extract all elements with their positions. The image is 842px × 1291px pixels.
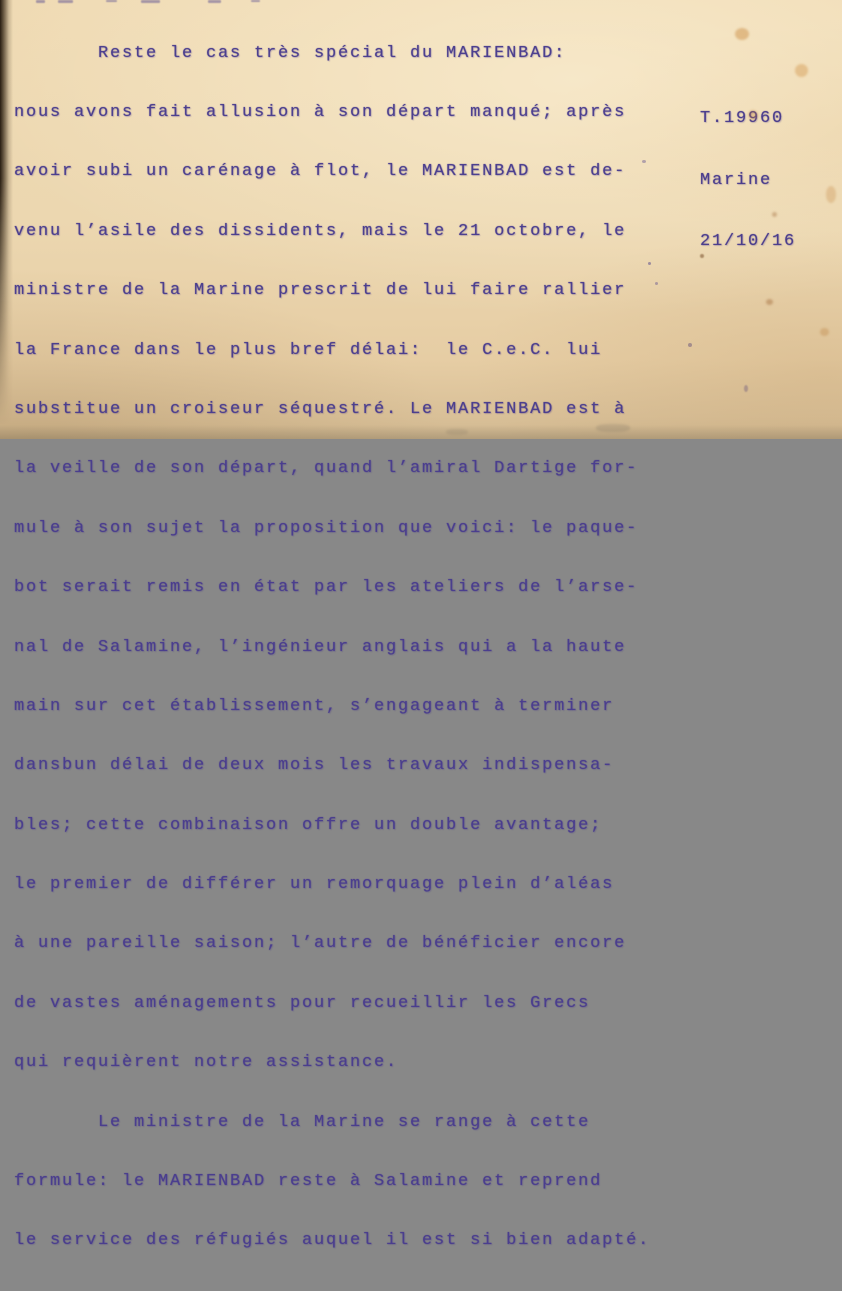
cut-off-text-fragment (251, 0, 260, 2)
typewritten-line: dansbun délai de deux mois les travaux indispensa- (14, 756, 615, 776)
scan-edge-shadow (0, 0, 13, 425)
cut-off-text-fragment (141, 0, 160, 3)
typewritten-line: main sur cet établissement, s’engageant à terminer (14, 696, 615, 716)
typewritten-line: le service des réfugiés auquel il est si bien adapté. (14, 1231, 651, 1251)
typewritten-line: ministre de la Marine prescrit de lui faire rallier (14, 281, 627, 301)
ink-speckle (642, 160, 646, 163)
paper-stain (748, 110, 758, 120)
scan-bottom-shade (0, 425, 842, 439)
margin-note-reference: T.19960 (700, 109, 785, 128)
typewritten-line: formule: le MARIENBAD reste à Salamine et reprend (14, 1172, 603, 1192)
typewritten-line: à une pareille saison; l’autre de bénéficier encore (14, 934, 627, 954)
typewritten-line: mule à son sujet la proposition que voici: le paque- (14, 518, 639, 538)
typewritten-line: Le ministre de la Marine se range à cette (14, 1112, 591, 1132)
cut-off-text-fragment (208, 0, 221, 3)
cut-off-text-fragment (106, 0, 117, 2)
margin-note-date: 21/10/16 (700, 232, 797, 251)
margin-annotation (700, 68, 796, 294)
paper-speckle (700, 254, 704, 258)
paper-stain (826, 186, 836, 203)
ink-speckle (648, 262, 651, 265)
typewritten-line: nous avons fait allusion à son départ manqué; après (14, 102, 627, 122)
paper-stain (766, 299, 773, 305)
typewritten-line: nal de Salamine, l’ingénieur anglais qui a la haute (14, 637, 627, 657)
ink-speckle (744, 385, 748, 392)
ink-speckle (688, 343, 692, 347)
cut-off-text-fragment (36, 0, 45, 3)
cut-off-text-fragment (58, 0, 73, 3)
typewritten-line: avoir subi un carénage à flot, le MARIENBAD est de- (14, 162, 627, 182)
typewritten-line: bot serait remis en état par les ateliers de l’arse- (14, 578, 639, 598)
ink-speckle (655, 282, 658, 285)
typewritten-line: bles; cette combinaison offre un double avantage; (14, 815, 603, 835)
typewritten-line: qui requièrent notre assistance. (14, 1053, 399, 1073)
typewritten-paragraphs (14, 4, 674, 1291)
paper-stain (735, 28, 749, 40)
typewritten-line: la veille de son départ, quand l’amiral Dartige for- (14, 459, 639, 479)
typewritten-line: Reste le cas très spécial du MARIENBAD: (14, 43, 567, 63)
paper-stain (820, 328, 829, 336)
paper-speckle (772, 212, 777, 217)
paper-stain (795, 64, 808, 77)
typewritten-line: le premier de différer un remorquage plein d’aléas (14, 875, 615, 895)
typewritten-line: de vastes aménagements pour recueillir les Grecs (14, 993, 591, 1013)
typewritten-line: substitue un croiseur séquestré. Le MARIENBAD est à (14, 399, 627, 419)
typewritten-line: la France dans le plus bref délai: le C.e.C. lui (14, 340, 603, 360)
margin-note-service: Marine (700, 170, 773, 190)
typewritten-line: venu l’asile des dissidents, mais le 21 octobre, le (14, 221, 627, 241)
